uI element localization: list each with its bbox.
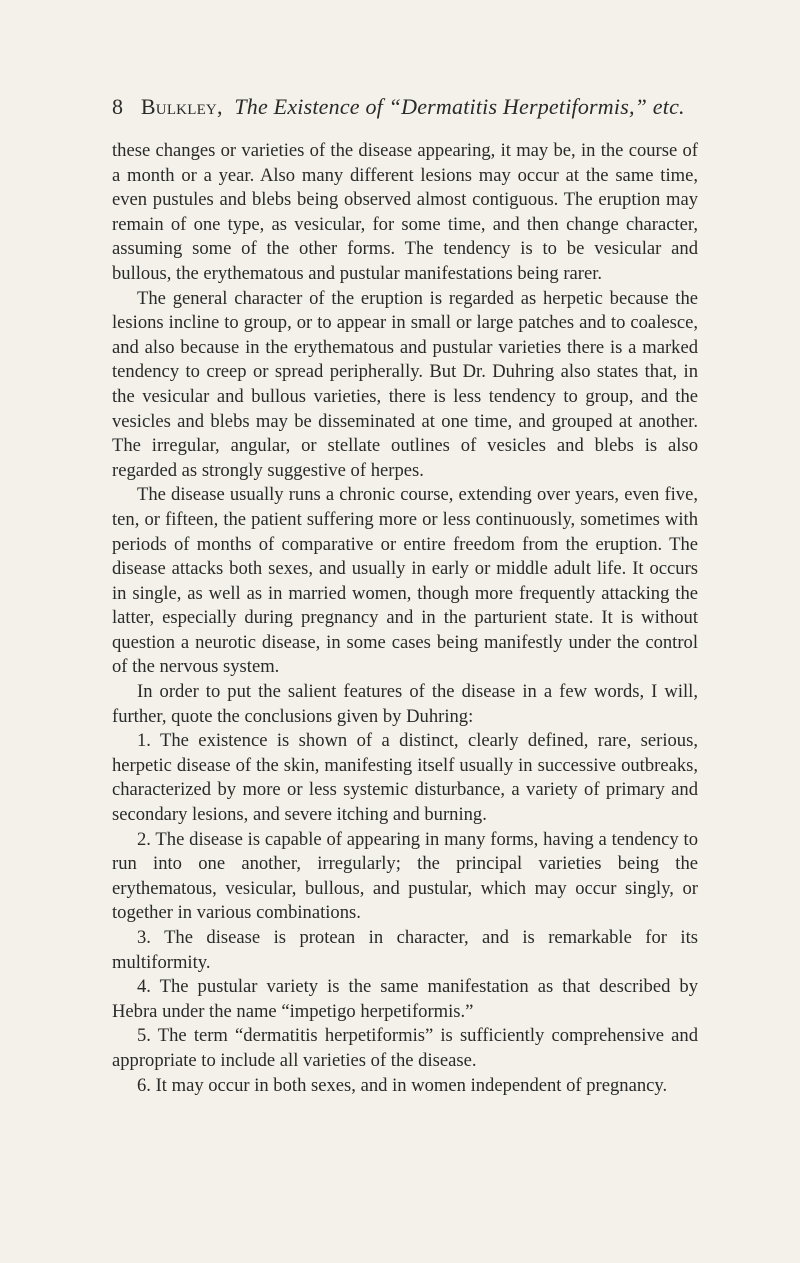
body-text [112,139,698,1098]
conclusion-6: 6. It may occur in both sexes, and in women independent of pregnancy. [137,1074,668,1096]
conclusion-2: 2. The disease is capable of appearing in many forms, having a tendency to run into one another, irregularly; the principal varieties being the erythematous, vesicular, bullous, and pustular, which may occur singly, or together in various combinations. [112,828,698,924]
conclusion-3: 3. The disease is protean in character, and is remarkable for its multiformity. [112,927,698,973]
page-number: 8 [112,94,124,119]
running-head [112,93,732,121]
conclusion-1: 1. The existence is shown of a distinct, clearly defined, rare, serious, herpetic disease of the skin, manifesting itself usually in successive outbreaks, characterized by more or less systemic disturbance, a variety of primary and secondary lesions, and severe itching and burning. [112,730,698,826]
paragraph-herpetic-character: The general character of the eruption is regarded as herpetic because the lesions incline to group, or to appear in small or large patches and to coalesce, and also because in the erythematous and pustular varieties there is a marked tendency to creep or spread peripherally. But Dr. Duhring also states that, in the vesicular and bullous varieties, there is less tendency to group, and the vesicles and blebs may be disseminated at one time, and grouped at another. The irregular, angular, or stellate outlines of vesicles and blebs is also regarded as strongly suggestive of herpes. [112,287,698,481]
conclusion-4: 4. The pustular variety is the same manifestation as that described by Hebra under the name “impetigo herpetiformis.” [112,976,698,1022]
paragraph-course: The disease usually runs a chronic course, extending over years, even five, ten, or fifteen, the patient suffering more or less continuously, sometimes with periods of months of comparative or entire freedom from the eruption. The disease attacks both sexes, and usually in early or middle adult life. It occurs in single, as well as in married women, though more frequently attacking the latter, especially during pregnancy and in the parturient state. It is without question a neurotic disease, in some cases being manifestly under the control of the nervous system. [112,484,698,678]
conclusion-5: 5. The term “dermatitis herpetiformis” is sufficiently comprehensive and appropriate to include all varieties of the disease. [112,1025,698,1071]
running-head-title: The Existence of “Dermatitis Herpetiformis,” etc. [234,94,685,119]
paragraph-continued: these changes or varieties of the disease appearing, it may be, in the course of a month or a year. Also many different lesions may occur at the same time, even pustules and blebs being observed almost contiguous. The eruption may remain of one type, as vesicular, for some time, and then change character, assuming some of the other forms. The tendency is to be vesicular and bullous, the erythematous and pustular manifestations being rarer. [112,140,698,284]
paragraph-conclusions-intro: In order to put the salient features of the disease in a few words, I will, further, quote the conclusions given by Duhring: [112,681,698,727]
running-head-author: Bulkley, [140,94,223,119]
